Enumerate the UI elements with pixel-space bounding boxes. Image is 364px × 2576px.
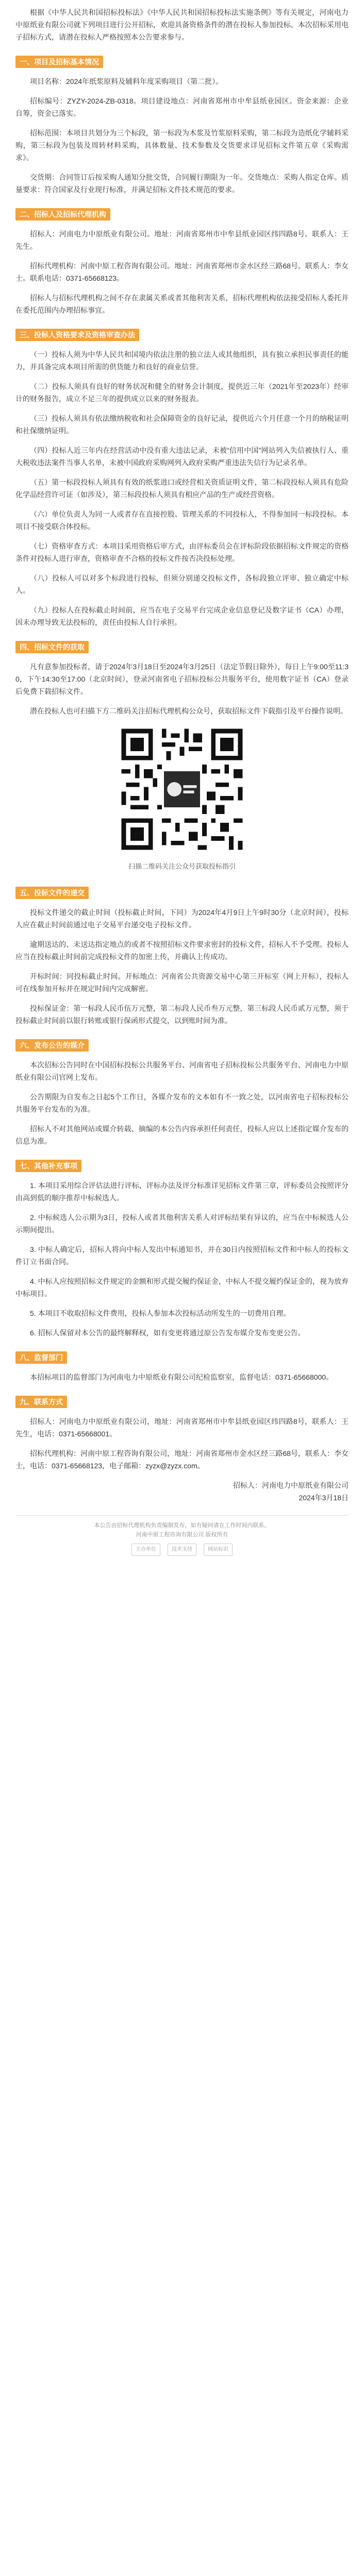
section-paragraph: 招标人不对其他网站或媒介转载、摘编的本公告内容承担任何责任，投标人应以上述指定媒介发布的信息为准。 bbox=[15, 1125, 349, 1145]
section-title: 二、招标人及招标代理机构 bbox=[15, 208, 110, 221]
section-paragraph: 逾期送达的、未送达指定地点的或者不按照招标文件要求密封的投标文件，招标人不予受理。投标人应当在投标截止时间前完成投标文件的加密上传，并确认上传成功。 bbox=[15, 940, 349, 961]
section-paragraph: 招标人：河南电力中原纸业有限公司，地址：河南省郑州市中牟县纸业园区纬四路8号，联系人：王先生，电话：0371-65668001。 bbox=[15, 1417, 349, 1438]
section-title: 一、项目及招标基本情况 bbox=[15, 56, 103, 68]
section-title: 三、投标人资格要求及资格审查办法 bbox=[15, 329, 139, 341]
section-paragraph: 招标人与招标代理机构之间不存在隶属关系或者其他利害关系，招标代理机构依法接受招标人委托并在委托范围内办理招标事宜。 bbox=[15, 294, 349, 314]
section-paragraph: （三）投标人须具有依法缴纳税收和社会保障资金的良好记录，提供近六个月任意一个月的纳税证明和社保缴纳证明。 bbox=[15, 414, 349, 435]
section-paragraph: 5. 本项目不收取招标文件费用，投标人参加本次投标活动所发生的一切费用自理。 bbox=[30, 1309, 291, 1317]
section-paragraph: 招标代理机构：河南中原工程咨询有限公司。地址：河南省郑州市金水区经三路68号。联系人：李女士。联系电话：0371-65668123。 bbox=[15, 262, 349, 282]
section-paragraph: 本招标项目的监督部门为河南电力中原纸业有限公司纪检监察室，监督电话：0371-65668000。 bbox=[30, 1373, 334, 1381]
section-paragraph: 项目名称：2024年纸浆原料及辅料年度采购项目（第二批）。 bbox=[30, 77, 223, 86]
section-paragraph: 招标编号：ZYZY-2024-ZB-0318。项目建设地点：河南省郑州市中牟县纸业园区。资金来源：企业自筹，资金已落实。 bbox=[15, 97, 349, 117]
section-paragraph: 投标保证金：第一标段人民币伍万元整，第二标段人民币叁万元整，第三标段人民币贰万元整，须于投标截止时间前以银行转账或银行保函形式提交，以到账时间为准。 bbox=[15, 1004, 349, 1025]
section-paragraph: 本次招标公告同时在中国招标投标公共服务平台、河南省电子招标投标公共服务平台、河南电力中原纸业有限公司官网上发布。 bbox=[15, 1061, 349, 1081]
section-paragraph: （一）投标人须为中华人民共和国境内依法注册的独立法人或其他组织，具有独立承担民事责任的能力，并具备完成本项目所需的供货能力和良好的商业信誉。 bbox=[15, 350, 349, 371]
section-paragraph: （二）投标人须具有良好的财务状况和健全的财务会计制度，提供近三年（2021年至2023年）经审计的财务报告，成立不足三年的提供成立以来的财务报表。 bbox=[15, 382, 349, 403]
section-paragraph: 2. 中标候选人公示期为3日，投标人或者其他利害关系人对评标结果有异议的，应当在中标候选人公示期间提出。 bbox=[15, 1213, 349, 1234]
section-paragraph: （八）投标人可以对多个标段进行投标，但须分别递交投标文件，各标段独立评审、独立确定中标人。 bbox=[15, 574, 349, 595]
signature-date: 2024年3月18日 bbox=[299, 1494, 349, 1502]
section-paragraph: 3. 中标人确定后，招标人将向中标人发出中标通知书，并在30日内按照招标文件和中标人的投标文件订立书面合同。 bbox=[15, 1245, 349, 1266]
footer-copyright: 河南中原工程咨询有限公司 版权所有 bbox=[136, 1532, 228, 1538]
section-paragraph: （四）投标人近三年内在经营活动中没有重大违法记录，未被“信用中国”网站列入失信被执行人、重大税收违法案件当事人名单，未被中国政府采购网列入政府采购严重违法失信行为记录名单。 bbox=[15, 446, 349, 467]
section-title: 六、发布公告的媒介 bbox=[15, 1039, 89, 1052]
qr-code-image[interactable] bbox=[117, 724, 247, 854]
qr-code-block bbox=[15, 724, 349, 857]
section-title: 七、其他补充事项 bbox=[15, 1160, 81, 1172]
section-paragraph: （七）资格审查方式：本项目采用资格后审方式，由评标委员会在评标阶段依据招标文件规定的资格条件对投标人进行审查，资格审查不合格的投标文件按否决投标处理。 bbox=[15, 542, 349, 563]
footer-logos bbox=[15, 1544, 349, 1556]
section-paragraph: 6. 招标人保留对本公告的最终解释权，如有变更将通过原公告发布媒介发布变更公告。 bbox=[30, 1329, 305, 1337]
section-paragraph: 1. 本项目采用综合评估法进行评标，评标办法及评分标准详见招标文件第三章，评标委员会按照评分由高到低的顺序推荐中标候选人。 bbox=[15, 1181, 349, 1202]
section-paragraph: （五）第一标段投标人须具有有效的纸浆进口或经营相关资质证明文件，第二标段投标人须具有危险化学品经营许可证（如涉及），第三标段投标人须具有相应产品的生产或经营资格。 bbox=[15, 478, 349, 499]
section-paragraph: 公告期限为自发布之日起5个工作日，各媒介发布的文本如有不一致之处，以河南省电子招标投标公共服务平台发布的为准。 bbox=[15, 1093, 349, 1113]
section-title: 四、招标文件的获取 bbox=[15, 641, 89, 653]
section-paragraph: 招标范围：本项目共划分为三个标段，第一标段为木浆及竹浆原料采购，第二标段为造纸化学辅料采购，第三标段为包装及周转材料采购，具体数量、技术参数及交货要求详见招标文件第五章《采购需求》。 bbox=[15, 129, 349, 162]
section-paragraph: （六）单位负责人为同一人或者存在直接控股、管理关系的不同投标人，不得参加同一标段投标。本项目不接受联合体投标。 bbox=[15, 510, 349, 531]
intro-paragraph: 根据《中华人民共和国招标投标法》《中华人民共和国招标投标法实施条例》等有关规定，河南电力中原纸业有限公司就下列项目进行公开招标，欢迎具备资格条件的潜在投标人参加投标。本次招标采用电子招标方式，请潜在投标人严格按照本公告要求参与。 bbox=[15, 8, 349, 41]
section-paragraph: 招标代理机构：河南中原工程咨询有限公司，地址：河南省郑州市金水区经三路68号，联系人：李女士，电话：0371-65668123，电子邮箱：zyzx@zyzx.com。 bbox=[15, 1449, 349, 1470]
section-title: 九、联系方式 bbox=[15, 1396, 67, 1408]
page-footer bbox=[15, 1515, 349, 1556]
footer-logo-badge[interactable]: 技术支持 bbox=[168, 1544, 196, 1556]
section-paragraph: 4. 中标人应按照招标文件规定的金额和形式提交履约保证金，中标人不提交履约保证金的，视为放弃中标项目。 bbox=[15, 1277, 349, 1298]
section-paragraph: 招标人：河南电力中原纸业有限公司。地址：河南省郑州市中牟县纸业园区纬四路8号。联系人：王先生。 bbox=[15, 230, 349, 250]
section-title: 五、投标文件的递交 bbox=[15, 887, 89, 899]
section-title: 八、监督部门 bbox=[15, 1351, 67, 1364]
section-paragraph: 潜在投标人也可扫描下方二维码关注招标代理机构公众号，获取招标文件下载指引及平台操作说明。 bbox=[30, 707, 348, 715]
section-paragraph: 交货期：合同签订后按采购人通知分批交货，合同履行期限为一年。交货地点：采购人指定仓库。质量要求：符合国家及行业现行标准，并满足招标文件技术规范的要求。 bbox=[15, 173, 349, 194]
footer-line: 本公告由招标代理机构负责编制发布，如有疑问请在工作时间内联系。 bbox=[94, 1522, 270, 1529]
section-paragraph: 开标时间：同投标截止时间。开标地点：河南省公共资源交易中心第三开标室（网上开标），投标人可在线参加开标并在规定时间内完成解密。 bbox=[15, 972, 349, 993]
footer-logo-badge[interactable]: 网站标识 bbox=[204, 1544, 233, 1556]
footer-logo-badge[interactable]: 主办单位 bbox=[131, 1544, 160, 1556]
section-paragraph: （九）投标人在投标截止时间前，应当在电子交易平台完成企业信息登记及数字证书（CA）办理，因未办理导致无法投标的，责任由投标人自行承担。 bbox=[15, 606, 349, 626]
section-paragraph: 投标文件递交的截止时间（投标截止时间，下同）为2024年4月9日上午9时30分（北京时间），投标人应在截止时间前通过电子交易平台递交电子投标文件。 bbox=[15, 908, 349, 929]
qr-caption: 扫描二维码关注公众号获取投标指引 bbox=[128, 862, 236, 870]
signature-org: 招标人：河南电力中原纸业有限公司 bbox=[233, 1481, 349, 1489]
section-paragraph: 凡有意参加投标者，请于2024年3月18日至2024年3月25日（法定节假日除外），每日上午9:00至11:30，下午14:30至17:00（北京时间），登录河南省电子招标投标公共服务平台，使用数字证书（CA）登录后免费下载招标文件。 bbox=[15, 663, 349, 696]
